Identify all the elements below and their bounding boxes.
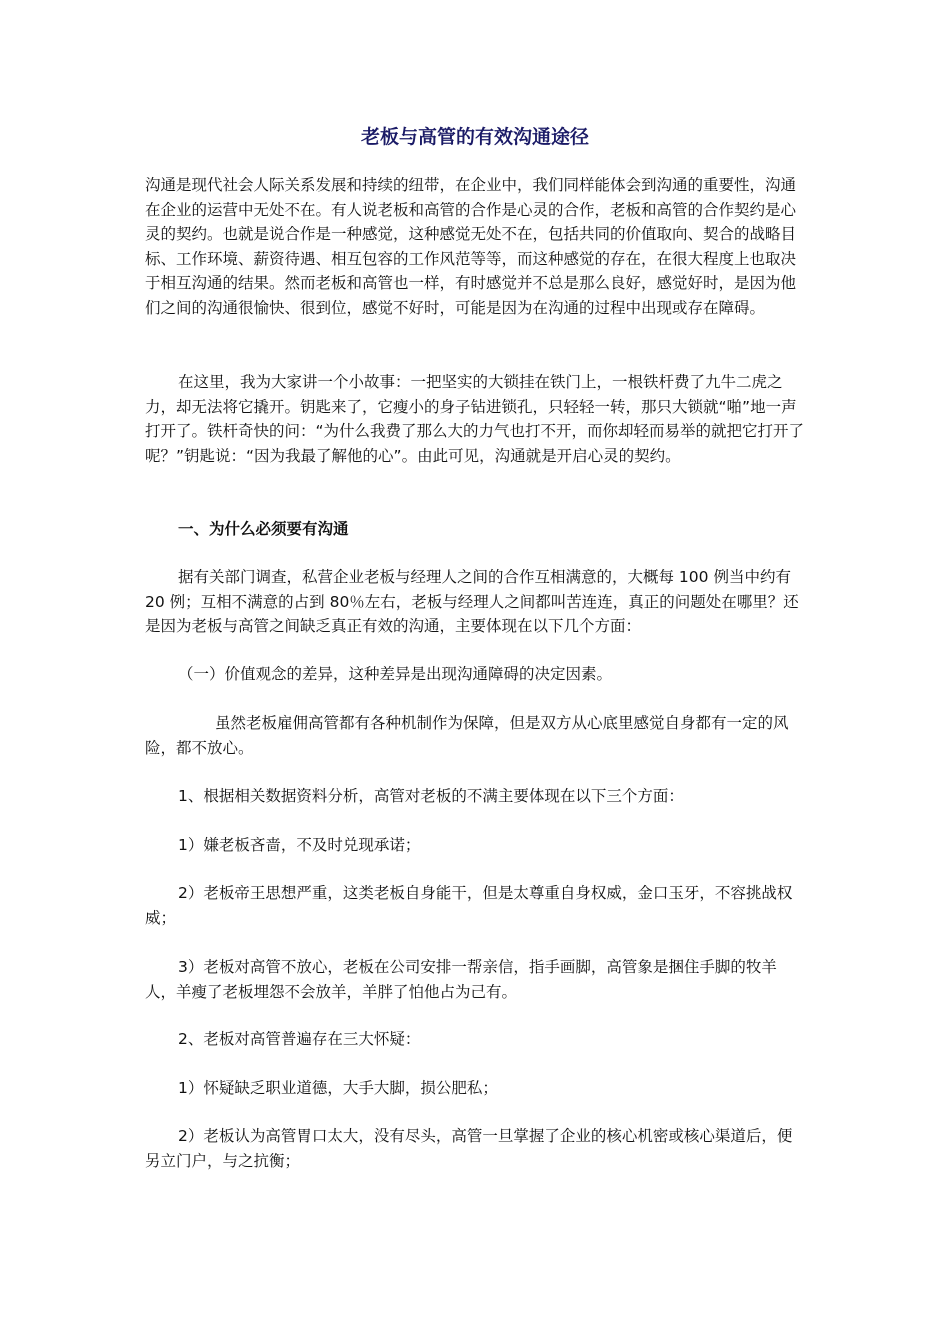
list-item-1-1: 1）嫌老板吝啬，不及时兑现承诺；	[178, 836, 421, 854]
list-heading-2: 2、老板对高管普遍存在三大怀疑：	[178, 1030, 421, 1048]
list-item-2-1: 1）怀疑缺乏职业道德，大手大脚，损公肥私；	[178, 1079, 498, 1097]
list-heading-1: 1、根据相关数据资料分析，高管对老板的不满主要体现在以下三个方面：	[178, 787, 684, 805]
document-title: 老板与高管的有效沟通途径	[360, 126, 589, 148]
paragraph-story: 在这里，我为大家讲一个小故事：一把坚实的大锁挂在铁门上，一根铁杆费了九牛二虎之力，却无法将它撬开。钥匙来了，它瘦小的身子钻进锁孔，只轻轻一转，那只大锁就“啪”地一声打开了。铁杆奇快的问：“为什么我费了那么大的力气也打不开，而你却轻而易举的就把它打开了呢？”钥匙说：“因为我最了解他的心”。由此可见，沟通就是开启心灵的契约。	[145, 373, 805, 465]
paragraph-risk: 虽然老板雇佣高管都有各种机制作为保障，但是双方从心底里感觉自身都有一定的风险，都不放心。	[145, 714, 789, 757]
section-heading-1: 一、为什么必须要有沟通	[178, 520, 349, 538]
list-item-2-2: 2）老板认为高管胃口太大，没有尽头，高管一旦掌握了企业的核心机密或核心渠道后，便另立门户，与之抗衡；	[145, 1127, 793, 1170]
paragraph-intro: 沟通是现代社会人际关系发展和持续的纽带，在企业中，我们同样能体会到沟通的重要性，沟通在企业的运营中无处不在。有人说老板和高管的合作是心灵的合作，老板和高管的合作契约是心灵的契约。也就是说合作是一种感觉，这种感觉无处不在，包括共同的价值取向、契合的战略目标、工作环境、薪资待遇、相互包容的工作风范等等，而这种感觉的存在，在很大程度上也取决于相互沟通的结果。然而老板和高管也一样，有时感觉并不总是那么良好，感觉好时，是因为他们之间的沟通很愉快、很到位，感觉不好时，可能是因为在沟通的过程中出现或存在障碍。	[145, 176, 797, 317]
paragraph-survey: 据有关部门调查，私营企业老板与经理人之间的合作互相满意的，大概每 100 例当中约有 20 例；互相不满意的占到 80％左右，老板与经理人之间都叫苦连连，真正的问题处在哪里？还是因为老板与高管之间缺乏真正有效的沟通，主要体现在以下几个方面：	[145, 568, 799, 635]
list-item-1-3: 3）老板对高管不放心，老板在公司安排一帮亲信，指手画脚，高管象是捆住手脚的牧羊人，羊瘦了老板埋怨不会放羊，羊胖了怕他占为己有。	[145, 958, 777, 1001]
list-item-1-2: 2）老板帝王思想严重，这类老板自身能干，但是太尊重自身权威，金口玉牙，不容挑战权威；	[145, 884, 793, 927]
subsection-heading-1: （一）价值观念的差异，这种差异是出现沟通障碍的决定因素。	[178, 665, 613, 683]
